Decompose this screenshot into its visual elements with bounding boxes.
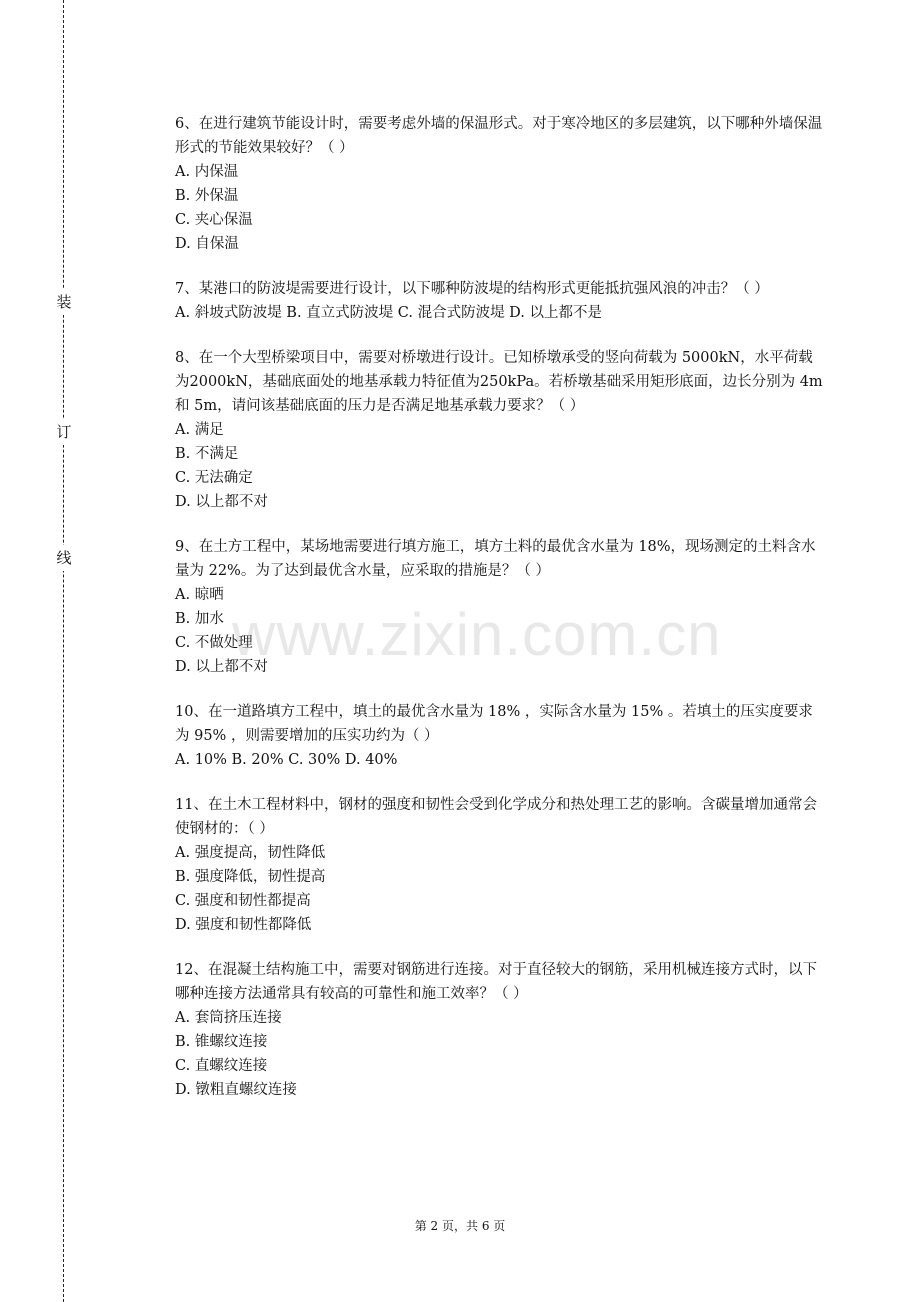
option-c: C. 直螺纹连接 [175,1058,268,1074]
question-9 [175,535,823,679]
question-7 [175,277,823,325]
option-c: C. 无法确定 [175,470,253,486]
question-text: 7、某港口的防波堤需要进行设计，以下哪种防波堤的结构形式更能抵抗强风浪的冲击？（ ） [175,281,769,297]
option-d: D. 以上都不对 [175,659,268,675]
option-d: D. 以上都不对 [175,494,268,510]
question-text: 11、在土木工程材料中，钢材的强度和韧性会受到化学成分和热处理工艺的影响。含碳量增加通常会使钢材的：（ ） [175,797,817,837]
question-6 [175,112,823,256]
option-a: A. 套筒挤压连接 [175,1010,282,1026]
option-a: A. 内保温 [175,164,239,180]
option-line: A. 10% B. 20% C. 30% D. 40% [175,752,398,768]
question-11 [175,793,823,937]
question-12 [175,958,823,1102]
option-d: D. 自保温 [175,236,239,252]
question-text: 6、在进行建筑节能设计时，需要考虑外墙的保温形式。对于寒冷地区的多层建筑，以下哪种外墙保温形式的节能效果较好？（ ） [175,116,823,156]
option-b: B. 不满足 [175,446,239,462]
question-text: 9、在土方工程中，某场地需要进行填方施工，填方土料的最优含水量为 18%，现场测定的土料含水量为 22%。为了达到最优含水量，应采取的措施是？（ ） [175,539,816,579]
question-8 [175,346,823,514]
watermark: www.zixin.com.cn [232,601,722,668]
option-b: B. 外保温 [175,188,239,204]
option-c: C. 夹心保温 [175,212,253,228]
binding-char-xian: 线 [55,545,73,571]
option-d: D. 强度和韧性都降低 [175,917,312,933]
question-10 [175,700,823,772]
option-line: A. 斜坡式防波堤 B. 直立式防波堤 C. 混合式防波堤 D. 以上都不是 [175,305,603,321]
option-c: C. 不做处理 [175,635,253,651]
binding-char-zhuang: 装 [55,289,73,315]
binding-char-ding: 订 [55,419,73,445]
option-a: A. 晾晒 [175,587,224,603]
binding-dashed-line [63,0,64,1302]
question-text: 12、在混凝土结构施工中，需要对钢筋进行连接。对于直径较大的钢筋，采用机械连接方式时，以下哪种连接方法通常具有较高的可靠性和施工效率？（ ） [175,962,817,1002]
option-b: B. 加水 [175,611,224,627]
option-c: C. 强度和韧性都提高 [175,893,311,909]
option-a: A. 满足 [175,422,224,438]
option-d: D. 镦粗直螺纹连接 [175,1082,297,1098]
page-footer: 第 2 页，共 6 页 [414,1219,506,1233]
question-text: 10、在一道路填方工程中，填土的最优含水量为 18% ，实际含水量为 15% 。若填土的压实度要求为 95% ，则需要增加的压实功约为（ ） [175,704,813,744]
question-list [175,112,823,1102]
option-a: A. 强度提高，韧性降低 [175,845,326,861]
option-b: B. 锥螺纹连接 [175,1034,268,1050]
option-b: B. 强度降低，韧性提高 [175,869,326,885]
question-text: 8、在一个大型桥梁项目中，需要对桥墩进行设计。已知桥墩承受的竖向荷载为 5000kN，水平荷载为2000kN，基础底面处的地基承载力特征值为250kPa。若桥墩基础采用矩形底面，边长分别为 4m 和 5m，请问该基础底面的压力是否满足地基承载力要求？（ ） [175,350,823,414]
